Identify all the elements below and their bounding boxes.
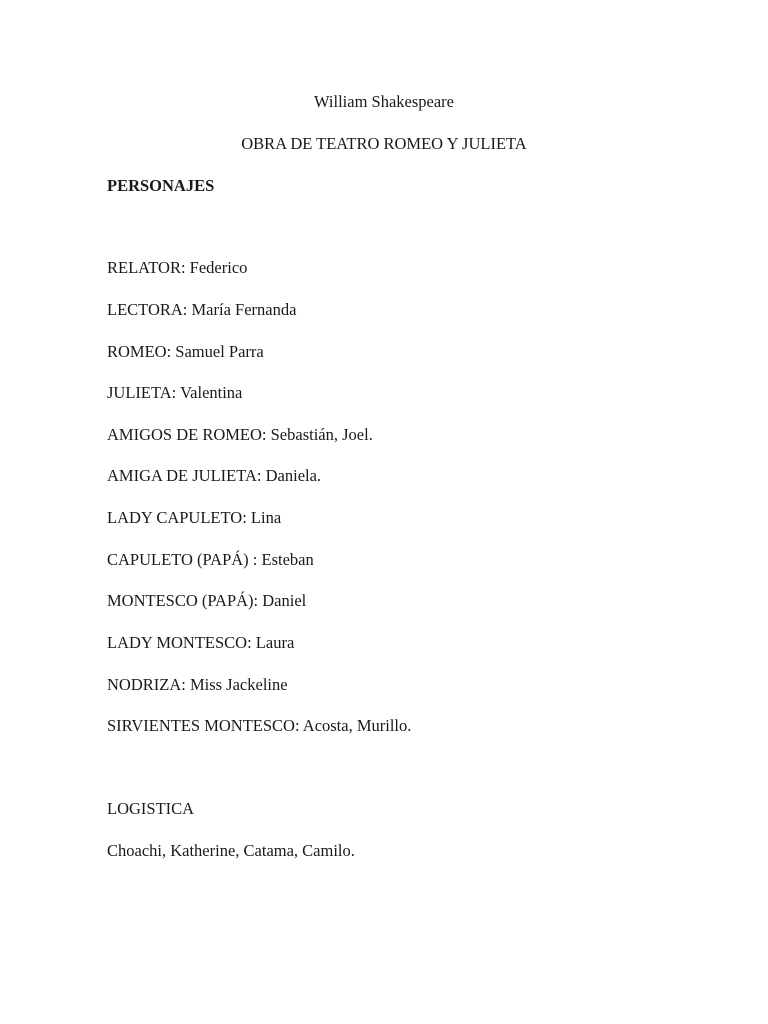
character-entry: JULIETA: Valentina	[107, 383, 243, 402]
character-entry: LECTORA: María Fernanda	[107, 300, 297, 319]
characters-heading: PERSONAJES	[107, 176, 215, 195]
character-entry: AMIGA DE JULIETA: Daniela.	[107, 466, 322, 485]
character-entry: ROMEO: Samuel Parra	[107, 342, 264, 361]
logistics-heading: LOGISTICA	[107, 799, 195, 818]
character-entry: CAPULETO (PAPÁ) : Esteban	[107, 550, 314, 569]
character-entry: NODRIZA: Miss Jackeline	[107, 675, 288, 694]
character-entry: MONTESCO (PAPÁ): Daniel	[107, 591, 307, 610]
character-entry: LADY MONTESCO: Laura	[107, 633, 295, 652]
character-entry: SIRVIENTES MONTESCO: Acosta, Murillo.	[107, 716, 412, 735]
character-entry: AMIGOS DE ROMEO: Sebastián, Joel.	[107, 425, 373, 444]
character-entry: RELATOR: Federico	[107, 258, 248, 277]
author-line: William Shakespeare	[314, 92, 454, 111]
play-title: OBRA DE TEATRO ROMEO Y JULIETA	[241, 134, 527, 153]
logistics-text: Choachi, Katherine, Catama, Camilo.	[107, 841, 355, 860]
character-entry: LADY CAPULETO: Lina	[107, 508, 282, 527]
